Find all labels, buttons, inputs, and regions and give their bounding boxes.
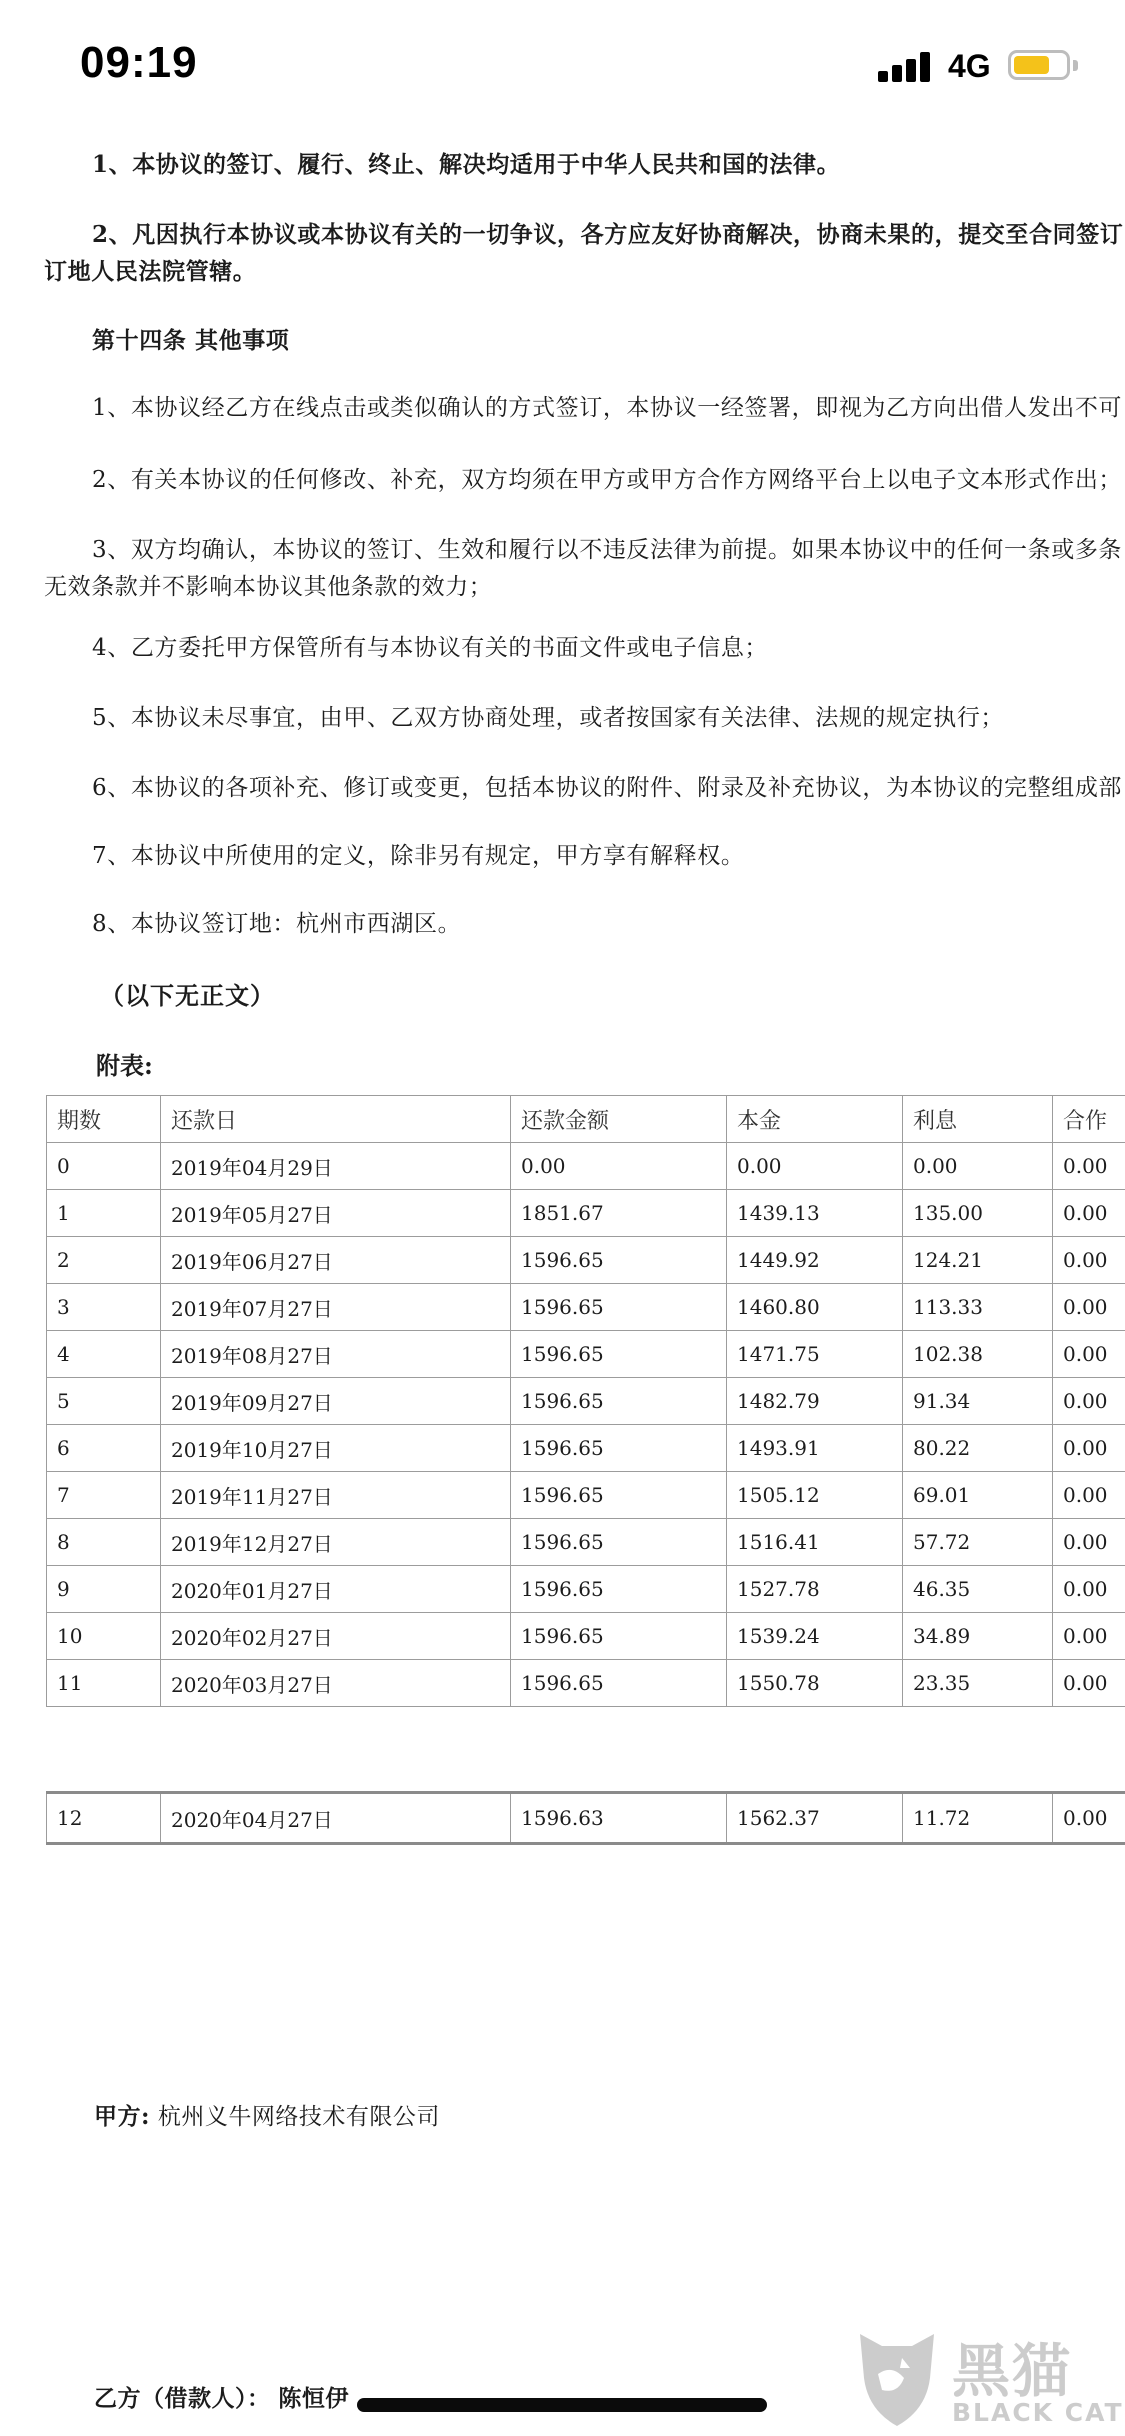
section-14-item-1: 1、本协议经乙方在线点击或类似确认的方式签订，本协议一经签署，即视为乙方向出借人发出不可 [92,395,1123,421]
table-cell: 0.00 [1053,1613,1125,1660]
table-row [47,1660,1125,1707]
table-cell: 7 [47,1472,161,1519]
party-b-label: 乙方（借款人）： [94,2385,271,2412]
table-cell: 1439.13 [727,1190,903,1237]
table-cell: 34.89 [903,1613,1053,1660]
law-clause-2-line-2: 订地人民法院管辖。 [44,258,257,285]
status-time: 09:19 [80,38,198,87]
table-cell: 0.00 [1053,1190,1125,1237]
table-cell: 0.00 [1053,1793,1125,1844]
table-cell: 10 [47,1613,161,1660]
section-14-item-5: 5、本协议未尽事宜，由甲、乙双方协商处理，或者按国家有关法律、法规的规定执行； [92,705,1005,731]
table-cell: 0.00 [1053,1331,1125,1378]
table-cell: 80.22 [903,1425,1053,1472]
table-cell: 46.35 [903,1566,1053,1613]
party-b-name: 陈恒伊 [278,2385,349,2412]
network-type: 4G [948,48,991,84]
table-cell: 0.00 [1053,1566,1125,1613]
table-cell: 2020年01月27日 [161,1566,511,1613]
table-cell: 1596.65 [511,1378,727,1425]
table-cell: 1562.37 [727,1793,903,1844]
table-row [47,1190,1125,1237]
table-cell: 1449.92 [727,1237,903,1284]
table-cell: 2019年05月27日 [161,1190,511,1237]
table-row [47,1425,1125,1472]
party-a-name: 杭州义牛网络技术有限公司 [157,2104,440,2130]
black-cat-watermark [848,2318,1125,2436]
watermark-text: 黑猫 [952,2337,1073,2405]
table-row [47,1566,1125,1613]
table-cell: 2 [47,1237,161,1284]
section-14-item-3 [44,532,1125,606]
table-cell: 1596.65 [511,1425,727,1472]
table-cell: 1596.65 [511,1331,727,1378]
page-break-space [47,1707,1125,1793]
law-clause-2-line-1: 2、凡因执行本协议或本协议有关的一切争议，各方应友好协商解决，协商未果的，提交至合同签订 [92,221,1124,248]
repayment-schedule-table [46,1095,1125,1845]
table-row [47,1143,1125,1190]
section-14-item-3-line-2: 无效条款并不影响本协议其他条款的效力； [44,574,493,600]
table-cell: 8 [47,1519,161,1566]
table-row [47,1613,1125,1660]
section-14-item-7: 7、本协议中所使用的定义，除非另有规定，甲方享有解释权。 [92,843,745,869]
table-cell: 2020年03月27日 [161,1660,511,1707]
table-cell: 11.72 [903,1793,1053,1844]
table-cell: 2019年07月27日 [161,1284,511,1331]
table-cell: 1596.63 [511,1793,727,1844]
table-cell: 2019年10月27日 [161,1425,511,1472]
table-cell: 2020年04月27日 [161,1793,511,1844]
table-cell: 1 [47,1190,161,1237]
table-cell: 6 [47,1425,161,1472]
table-cell: 5 [47,1378,161,1425]
table-cell: 2019年09月27日 [161,1378,511,1425]
table-cell: 1550.78 [727,1660,903,1707]
law-clause-2 [44,216,1125,290]
column-header: 还款日 [161,1096,511,1143]
table-cell: 0.00 [1053,1519,1125,1566]
section-14-item-2: 2、有关本协议的任何修改、补充，双方均须在甲方或甲方合作方网络平台上以电子文本形式作出； [92,467,1123,493]
table-cell: 0.00 [1053,1378,1125,1425]
table-row [47,1519,1125,1566]
table-header-row [47,1096,1125,1143]
table-cell: 0 [47,1143,161,1190]
table-cell: 2019年06月27日 [161,1237,511,1284]
table-cell: 0.00 [1053,1472,1125,1519]
table-row [47,1793,1125,1844]
no-further-text-note: （以下无正文） [100,981,275,1010]
table-cell: 1596.65 [511,1237,727,1284]
table-row [47,1331,1125,1378]
column-header: 期数 [47,1096,161,1143]
table-cell: 0.00 [1053,1284,1125,1331]
home-indicator[interactable] [357,2398,767,2412]
table-cell: 102.38 [903,1331,1053,1378]
column-header: 合作 [1053,1096,1125,1143]
table-cell: 1493.91 [727,1425,903,1472]
table-cell: 0.00 [727,1143,903,1190]
table-cell: 12 [47,1793,161,1844]
table-cell: 3 [47,1284,161,1331]
watermark-subtext: BLACK CAT [952,2398,1124,2427]
table-row [47,1284,1125,1331]
table-cell: 0.00 [1053,1425,1125,1472]
table-cell: 23.35 [903,1660,1053,1707]
table-cell: 0.00 [903,1143,1053,1190]
column-header: 还款金额 [511,1096,727,1143]
table-cell: 0.00 [1053,1660,1125,1707]
section-14-item-6: 6、本协议的各项补充、修订或变更，包括本协议的附件、附录及补充协议，为本协议的完整组成部 [92,775,1123,801]
table-cell: 1596.65 [511,1472,727,1519]
table-cell: 2019年11月27日 [161,1472,511,1519]
table-cell: 1505.12 [727,1472,903,1519]
table-cell: 1471.75 [727,1331,903,1378]
table-cell: 1596.65 [511,1284,727,1331]
table-cell: 1516.41 [727,1519,903,1566]
party-b [94,2380,349,2413]
section-14-title: 第十四条 其他事项 [92,327,290,354]
table-cell: 2019年12月27日 [161,1519,511,1566]
table-cell: 57.72 [903,1519,1053,1566]
table-cell: 1851.67 [511,1190,727,1237]
table-row [47,1237,1125,1284]
table-cell: 1596.65 [511,1613,727,1660]
section-14-item-3-line-1: 3、双方均确认，本协议的签订、生效和履行以不违反法律为前提。如果本协议中的任何一条或多条 [92,537,1123,563]
appendix-label: 附表: [96,1051,153,1080]
table-cell: 0.00 [1053,1237,1125,1284]
table-cell: 69.01 [903,1472,1053,1519]
section-14-item-4: 4、乙方委托甲方保管所有与本协议有关的书面文件或电子信息； [92,635,769,661]
section-14-item-8: 8、本协议签订地：杭州市西湖区。 [92,911,462,937]
table-cell: 124.21 [903,1237,1053,1284]
table-cell: 2020年02月27日 [161,1613,511,1660]
table-cell: 135.00 [903,1190,1053,1237]
table-cell: 9 [47,1566,161,1613]
table-cell: 0.00 [511,1143,727,1190]
table-cell: 113.33 [903,1284,1053,1331]
table-cell: 11 [47,1660,161,1707]
table-cell: 1596.65 [511,1566,727,1613]
column-header: 本金 [727,1096,903,1143]
party-a-label: 甲方: [94,2103,150,2130]
table-cell: 1527.78 [727,1566,903,1613]
table-cell: 1539.24 [727,1613,903,1660]
table-cell: 91.34 [903,1378,1053,1425]
table-cell: 2019年08月27日 [161,1331,511,1378]
table-cell: 1482.79 [727,1378,903,1425]
table-row [47,1472,1125,1519]
table-cell: 1596.65 [511,1660,727,1707]
table-cell: 0.00 [1053,1143,1125,1190]
table-cell: 1460.80 [727,1284,903,1331]
table-cell: 4 [47,1331,161,1378]
law-clause-1: 1、本协议的签订、履行、终止、解决均适用于中华人民共和国的法律。 [92,151,841,178]
table-cell: 1596.65 [511,1519,727,1566]
cat-logo-icon [852,2324,942,2430]
party-a [94,2098,440,2131]
table-page-gap [47,1707,1125,1793]
table-cell: 2019年04月29日 [161,1143,511,1190]
column-header: 利息 [903,1096,1053,1143]
table-row [47,1378,1125,1425]
